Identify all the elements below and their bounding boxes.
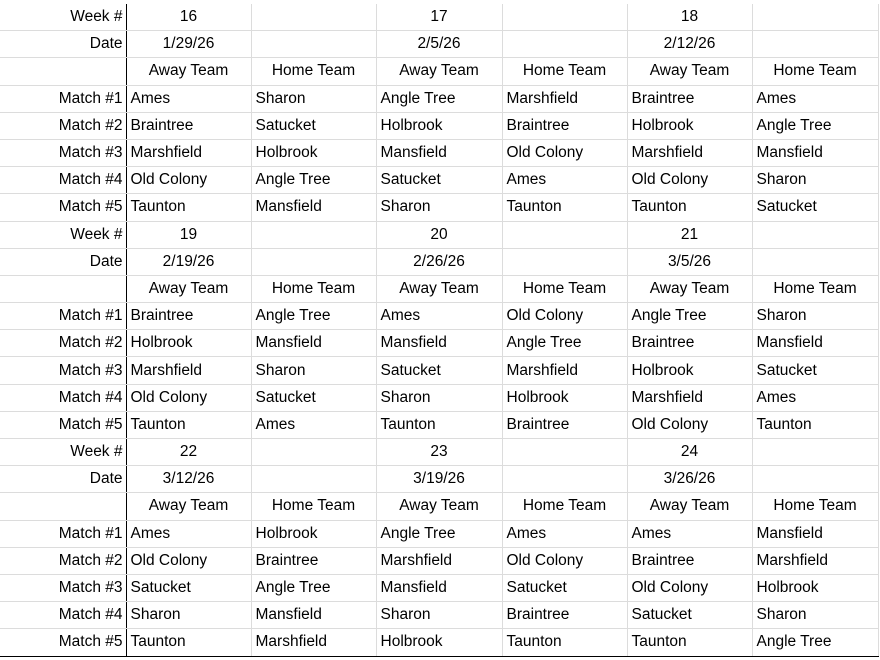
away-team-cell[interactable]: Sharon [376,194,502,221]
empty-cell[interactable] [502,466,627,493]
empty-cell[interactable] [752,31,878,58]
home-team-cell[interactable]: Ames [251,411,376,438]
match-label: Match #1 [0,520,126,547]
home-team-cell[interactable]: Braintree [251,547,376,574]
away-team-cell[interactable]: Holbrook [627,357,752,384]
home-team-cell[interactable]: Marshfield [502,357,627,384]
home-team-header: Home Team [251,58,376,85]
date-label: Date [0,466,126,493]
home-team-cell[interactable]: Mansfield [752,520,878,547]
home-team-cell[interactable]: Satucket [251,112,376,139]
away-team-cell[interactable]: Taunton [627,629,752,656]
home-team-cell[interactable]: Braintree [502,411,627,438]
empty-cell[interactable] [752,439,878,466]
home-team-cell[interactable]: Braintree [502,602,627,629]
empty-cell [0,493,126,520]
empty-cell[interactable] [502,248,627,275]
schedule-grid [0,4,879,657]
away-team-cell[interactable]: Braintree [126,303,251,330]
home-team-header: Home Team [502,275,627,302]
away-team-cell[interactable]: Ames [126,85,251,112]
home-team-cell[interactable]: Satucket [752,194,878,221]
away-team-header: Away Team [376,493,502,520]
empty-cell[interactable] [502,221,627,248]
home-team-cell[interactable]: Holbrook [752,574,878,601]
home-team-cell[interactable]: Mansfield [752,139,878,166]
week-row [0,439,878,466]
empty-cell[interactable] [251,31,376,58]
home-team-cell[interactable]: Angle Tree [502,330,627,357]
empty-cell[interactable] [752,248,878,275]
away-team-header: Away Team [126,493,251,520]
match-row [0,629,878,656]
week-number[interactable]: 17 [376,4,502,31]
match-label: Match #3 [0,574,126,601]
away-team-cell[interactable]: Satucket [126,574,251,601]
week-number[interactable]: 21 [627,221,752,248]
away-team-header: Away Team [627,275,752,302]
away-team-header: Away Team [627,493,752,520]
away-team-cell[interactable]: Taunton [126,629,251,656]
match-label: Match #1 [0,85,126,112]
week-number[interactable]: 19 [126,221,251,248]
away-team-cell[interactable]: Taunton [126,194,251,221]
away-team-cell[interactable]: Holbrook [126,330,251,357]
match-row [0,574,878,601]
week-date[interactable]: 2/12/26 [627,31,752,58]
week-number[interactable]: 22 [126,439,251,466]
date-label: Date [0,31,126,58]
match-row [0,411,878,438]
date-label: Date [0,248,126,275]
match-row [0,112,878,139]
home-team-cell[interactable]: Mansfield [752,330,878,357]
home-team-cell[interactable]: Taunton [502,629,627,656]
match-row [0,357,878,384]
home-team-cell[interactable]: Satucket [752,357,878,384]
away-team-header: Away Team [126,275,251,302]
away-team-cell[interactable]: Old Colony [126,167,251,194]
week-date[interactable]: 3/5/26 [627,248,752,275]
away-team-cell[interactable]: Mansfield [376,139,502,166]
home-team-cell[interactable]: Angle Tree [251,574,376,601]
team-header-row [0,58,878,85]
match-row [0,520,878,547]
home-team-header: Home Team [752,493,878,520]
home-team-cell[interactable]: Marshfield [502,85,627,112]
date-row [0,248,878,275]
home-team-header: Home Team [502,493,627,520]
match-label: Match #2 [0,547,126,574]
match-label: Match #5 [0,411,126,438]
match-label: Match #1 [0,303,126,330]
away-team-cell[interactable]: Satucket [376,167,502,194]
empty-cell [0,275,126,302]
away-team-cell[interactable]: Ames [627,520,752,547]
home-team-header: Home Team [251,493,376,520]
home-team-cell[interactable]: Angle Tree [752,629,878,656]
away-team-cell[interactable]: Braintree [627,547,752,574]
match-row [0,167,878,194]
away-team-cell[interactable]: Marshfield [627,384,752,411]
home-team-cell[interactable]: Holbrook [251,139,376,166]
match-label: Match #2 [0,330,126,357]
away-team-cell[interactable]: Holbrook [376,112,502,139]
match-row [0,194,878,221]
empty-cell[interactable] [251,221,376,248]
home-team-header: Home Team [752,275,878,302]
home-team-cell[interactable]: Mansfield [251,194,376,221]
away-team-cell[interactable]: Taunton [126,411,251,438]
home-team-cell[interactable]: Sharon [752,303,878,330]
away-team-header: Away Team [627,58,752,85]
away-team-cell[interactable]: Sharon [126,602,251,629]
away-team-cell[interactable]: Angle Tree [376,520,502,547]
home-team-cell[interactable]: Ames [752,384,878,411]
away-team-cell[interactable]: Angle Tree [627,303,752,330]
home-team-cell[interactable]: Sharon [251,85,376,112]
week-date[interactable]: 2/19/26 [126,248,251,275]
date-row [0,31,878,58]
home-team-cell[interactable]: Angle Tree [251,167,376,194]
week-date[interactable]: 1/29/26 [126,31,251,58]
match-row [0,303,878,330]
away-team-cell[interactable]: Old Colony [627,167,752,194]
home-team-cell[interactable]: Sharon [752,602,878,629]
week-label: Week # [0,439,126,466]
home-team-cell[interactable]: Old Colony [502,303,627,330]
week-label: Week # [0,4,126,31]
home-team-cell[interactable]: Braintree [502,112,627,139]
away-team-header: Away Team [126,58,251,85]
home-team-cell[interactable]: Marshfield [752,547,878,574]
away-team-cell[interactable]: Holbrook [627,112,752,139]
week-date[interactable]: 2/5/26 [376,31,502,58]
home-team-cell[interactable]: Holbrook [251,520,376,547]
home-team-cell[interactable]: Satucket [502,574,627,601]
week-number[interactable]: 24 [627,439,752,466]
away-team-cell[interactable]: Braintree [627,85,752,112]
home-team-cell[interactable]: Mansfield [251,330,376,357]
match-row [0,384,878,411]
empty-cell [0,58,126,85]
match-row [0,139,878,166]
away-team-cell[interactable]: Sharon [376,384,502,411]
home-team-cell[interactable]: Holbrook [502,384,627,411]
week-date[interactable]: 3/12/26 [126,466,251,493]
home-team-cell[interactable]: Old Colony [502,139,627,166]
away-team-cell[interactable]: Old Colony [627,574,752,601]
away-team-cell[interactable]: Satucket [627,602,752,629]
match-row [0,602,878,629]
away-team-cell[interactable]: Taunton [627,194,752,221]
home-team-header: Home Team [251,275,376,302]
week-row [0,221,878,248]
empty-cell[interactable] [251,466,376,493]
empty-cell[interactable] [502,4,627,31]
away-team-header: Away Team [376,275,502,302]
match-label: Match #4 [0,384,126,411]
home-team-cell[interactable]: Mansfield [251,602,376,629]
empty-cell[interactable] [502,439,627,466]
match-label: Match #3 [0,357,126,384]
match-label: Match #3 [0,139,126,166]
home-team-cell[interactable]: Old Colony [502,547,627,574]
week-date[interactable]: 3/19/26 [376,466,502,493]
team-header-row [0,275,878,302]
away-team-cell[interactable]: Braintree [627,330,752,357]
empty-cell[interactable] [752,4,878,31]
away-team-cell[interactable]: Satucket [376,357,502,384]
away-team-cell[interactable]: Old Colony [126,547,251,574]
home-team-cell[interactable]: Taunton [502,194,627,221]
home-team-header: Home Team [752,58,878,85]
home-team-cell[interactable]: Sharon [251,357,376,384]
home-team-cell[interactable]: Taunton [752,411,878,438]
away-team-cell[interactable]: Old Colony [627,411,752,438]
match-row [0,85,878,112]
home-team-cell[interactable]: Ames [502,520,627,547]
away-team-cell[interactable]: Marshfield [126,139,251,166]
home-team-header: Home Team [502,58,627,85]
match-label: Match #2 [0,112,126,139]
home-team-cell[interactable]: Ames [752,85,878,112]
away-team-cell[interactable]: Ames [126,520,251,547]
home-team-cell[interactable]: Marshfield [251,629,376,656]
week-number[interactable]: 18 [627,4,752,31]
date-row [0,466,878,493]
home-team-cell[interactable]: Angle Tree [752,112,878,139]
match-label: Match #4 [0,602,126,629]
match-row [0,547,878,574]
week-number[interactable]: 16 [126,4,251,31]
away-team-cell[interactable]: Old Colony [126,384,251,411]
away-team-cell[interactable]: Mansfield [376,330,502,357]
empty-cell[interactable] [251,248,376,275]
week-date[interactable]: 3/26/26 [627,466,752,493]
away-team-cell[interactable]: Marshfield [627,139,752,166]
away-team-cell[interactable]: Angle Tree [376,85,502,112]
week-number[interactable]: 20 [376,221,502,248]
away-team-cell[interactable]: Marshfield [126,357,251,384]
away-team-cell[interactable]: Braintree [126,112,251,139]
away-team-cell[interactable]: Marshfield [376,547,502,574]
empty-cell[interactable] [752,466,878,493]
away-team-cell[interactable]: Mansfield [376,574,502,601]
home-team-cell[interactable]: Ames [502,167,627,194]
empty-cell[interactable] [251,439,376,466]
away-team-header: Away Team [376,58,502,85]
empty-cell[interactable] [502,31,627,58]
week-label: Week # [0,221,126,248]
match-label: Match #4 [0,167,126,194]
home-team-cell[interactable]: Angle Tree [251,303,376,330]
match-label: Match #5 [0,194,126,221]
match-label: Match #5 [0,629,126,656]
team-header-row [0,493,878,520]
match-row [0,330,878,357]
week-number[interactable]: 23 [376,439,502,466]
week-row [0,4,878,31]
away-team-cell[interactable]: Sharon [376,602,502,629]
empty-cell[interactable] [752,221,878,248]
away-team-cell[interactable]: Taunton [376,411,502,438]
empty-cell[interactable] [251,4,376,31]
home-team-cell[interactable]: Sharon [752,167,878,194]
away-team-cell[interactable]: Holbrook [376,629,502,656]
home-team-cell[interactable]: Satucket [251,384,376,411]
week-date[interactable]: 2/26/26 [376,248,502,275]
away-team-cell[interactable]: Ames [376,303,502,330]
